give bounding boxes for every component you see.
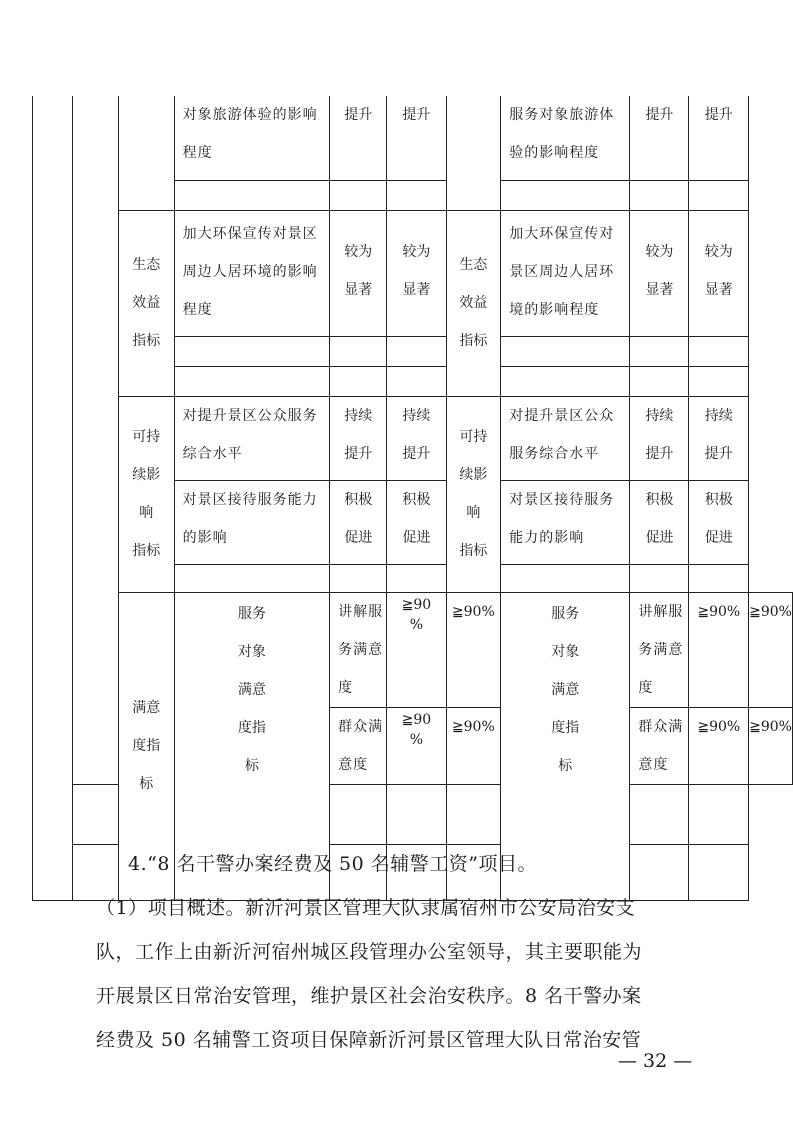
indicator-cell: 对象旅游体验的影响 程度 [174, 96, 330, 180]
level2-cell-empty [72, 96, 118, 784]
target-cell: 提升 [330, 96, 387, 180]
indicator-cell: 群众满意度 [330, 707, 387, 784]
indicator-cell: 对景区接待服务能力 的影响 [174, 480, 330, 564]
actual-cell: 积极 促进 [387, 480, 446, 564]
actual-cell: 较为 显著 [387, 210, 446, 336]
category-satisfaction-top: 满意 度指 标 [118, 592, 174, 900]
indicator-cell: 对提升景区公众 服务综合水平 [501, 396, 630, 480]
level3-cell-empty [118, 96, 174, 210]
table-row [33, 592, 793, 707]
paragraph-heading: 4.“8 名干警办案经费及 50 名辅警工资”项目。 [128, 853, 537, 875]
target-cell: 较为 显著 [330, 210, 387, 336]
target-cell: 持续 提升 [330, 396, 387, 480]
target-cell: 积极 促进 [330, 480, 387, 564]
category-satisfaction: 服务 对象 满意 度指 标 [174, 592, 330, 900]
paragraph-line: （1）项目概述。新沂河景区管理大队隶属宿州市公安局治安支 [96, 897, 636, 919]
indicator-cell: 群众满意度 [630, 707, 689, 784]
target-cell: ≧90% [689, 592, 749, 707]
indicator-cell: 加大环保宣传对 景区周边人居环 境的影响程度 [501, 210, 630, 336]
indicator-cell: 讲解服务满意度 [630, 592, 689, 707]
actual-cell: ≧90% [749, 707, 793, 784]
table-row [33, 96, 793, 180]
page-number: — 32 — [618, 1050, 693, 1072]
target-cell: 积极 促进 [630, 480, 689, 564]
target-cell: ≧90 % [387, 592, 446, 707]
indicator-cell: 对提升景区公众服务 综合水平 [174, 396, 330, 480]
actual-cell: ≧90% [446, 707, 501, 784]
indicator-cell: 服务对象旅游体 验的影响程度 [501, 96, 630, 180]
target-cell: 提升 [630, 96, 689, 180]
actual-cell: 积极 促进 [689, 480, 749, 564]
body-text [98, 842, 698, 1062]
category-eco: 生态 效益 指标 [118, 210, 174, 396]
target-cell: 持续 提升 [630, 396, 689, 480]
table-row [33, 210, 793, 336]
target-cell: 较为 显著 [630, 210, 689, 336]
category-sustainable-right: 可持 续影 响 指标 [446, 396, 501, 592]
indicator-cell: 讲解服务满意度 [330, 592, 387, 707]
actual-cell: 提升 [387, 96, 446, 180]
paragraph-line: 队，工作上由新沂河宿州城区段管理办公室领导，其主要职能为 [96, 941, 643, 963]
performance-table-section [32, 96, 793, 901]
indicator-cell: 对景区接待服务 能力的影响 [501, 480, 630, 564]
actual-cell: 提升 [689, 96, 749, 180]
target-cell: ≧90% [689, 707, 749, 784]
indicator-cell: 加大环保宣传对景区 周边人居环境的影响 程度 [174, 210, 330, 336]
category-eco-right: 生态 效益 指标 [446, 210, 501, 396]
table-row [33, 396, 793, 480]
level1-cell-empty [33, 96, 73, 900]
actual-cell: 持续 提升 [689, 396, 749, 480]
target-cell: ≧90 % [387, 707, 446, 784]
right-category-cell-empty [446, 96, 501, 210]
category-satisfaction-right: 服务 对象 满意 度指 标 [501, 592, 630, 900]
actual-cell: ≧90% [749, 592, 793, 707]
performance-indicator-table [32, 96, 793, 901]
actual-cell: 持续 提升 [387, 396, 446, 480]
category-sustainable: 可持 续影 响 指标 [118, 396, 174, 592]
paragraph-line: 开展景区日常治安管理，维护景区社会治安秩序。8 名干警办案 [96, 985, 642, 1007]
actual-cell: ≧90% [446, 592, 501, 707]
actual-cell: 较为 显著 [689, 210, 749, 336]
paragraph-line: 经费及 50 名辅警工资项目保障新沂河景区管理大队日常治安管 [96, 1029, 642, 1051]
